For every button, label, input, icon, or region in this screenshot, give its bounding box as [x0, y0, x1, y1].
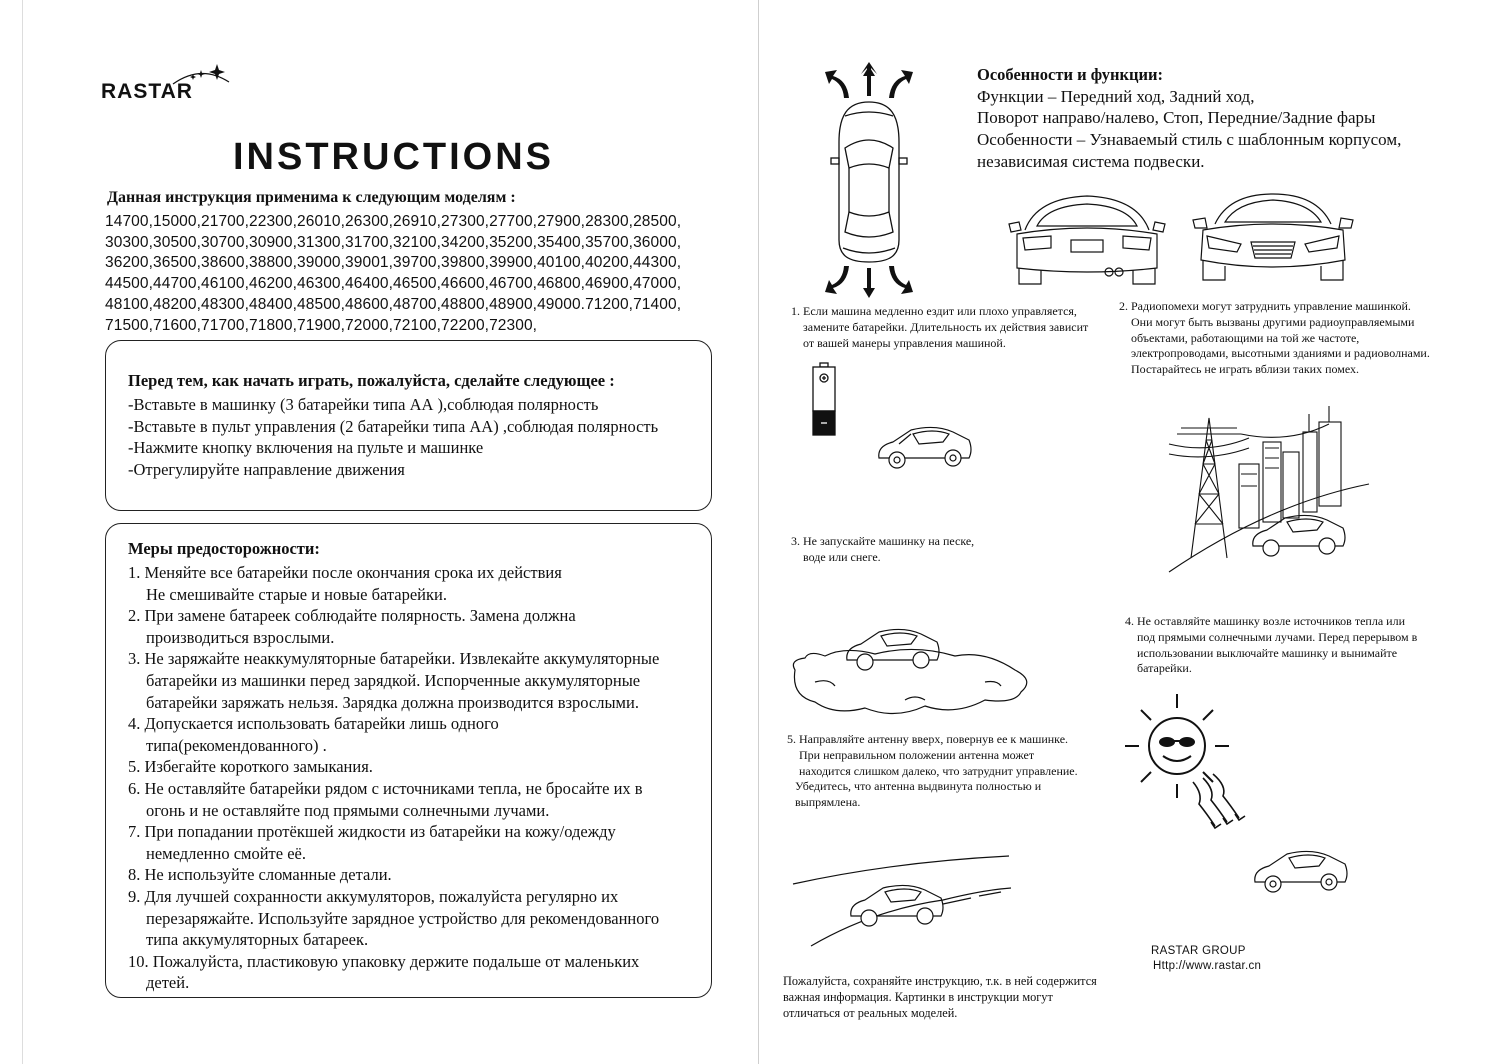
right-page: [758, 0, 1500, 1064]
models-line: 36200,36500,38600,38800,39000,39001,39700,39800,39900,40100,40200,44300,: [105, 254, 682, 272]
road-scene-icon: [793, 850, 1013, 950]
note-line: отличаться от реальных моделей.: [783, 1005, 958, 1020]
note-line: 5. Направляйте антенну вверх, повернув ее к машинке.: [787, 732, 1069, 746]
logo-stars-icon: [171, 62, 231, 86]
features-heading: Особенности и функции:: [977, 65, 1164, 84]
precaution-line: Не смешивайте старые и новые батарейки.: [146, 584, 447, 604]
car-front-view-icon: [1193, 188, 1353, 288]
note-line: использовании выключайте машинку и вынимайте: [1137, 645, 1398, 660]
note-line: от вашей манеры управления машиной.: [803, 335, 1006, 350]
battery-icon: [811, 362, 837, 436]
note-line: выпрямлена.: [795, 795, 861, 810]
precaution-line: батарейки из машинки перед зарядкой. Испорченные аккумуляторные: [146, 670, 641, 690]
precaution-line: 4. Допускается использовать батарейки лишь одного: [128, 714, 499, 734]
note-line: Убедитесь, что антенна выдвинута полностью и: [795, 779, 1042, 794]
power-lines-scene-icon: [1169, 404, 1379, 574]
models-line: 44500,44700,46100,46200,46300,46400,46500,46600,46700,46800,46900,47000,: [105, 275, 682, 293]
water-puddle-scene-icon: [785, 620, 1045, 724]
precaution-line: немедленно смойте её.: [146, 843, 306, 863]
models-line: 71500,71600,71700,71800,71900,72000,72100,72200,72300,: [105, 316, 538, 334]
precaution-item: [128, 886, 691, 951]
before-play-item: -Нажмите кнопку включения на пульте и машинке: [128, 438, 484, 457]
page-title: INSTRUCTIONS: [233, 136, 554, 178]
note-line: 4. Не оставляйте машинку возле источников тепла или: [1125, 614, 1405, 628]
precaution-line: детей.: [146, 973, 190, 993]
note-line: под прямыми солнечными лучами. Перед перерывом в: [1137, 629, 1418, 644]
car-rear-view-icon: [1007, 190, 1167, 290]
precaution-line: производиться взрослыми.: [146, 627, 335, 647]
note-line: батарейки.: [1137, 661, 1192, 676]
models-line: 48100,48200,48300,48400,48500,48600,48700,48800,48900,49000.71200,71400,: [105, 295, 682, 313]
precaution-item: [128, 605, 691, 648]
car-top-view-icon: [819, 62, 929, 302]
precaution-line: типа аккумуляторных батареек.: [146, 930, 369, 950]
precaution-item: [128, 821, 691, 864]
note-line: 3. Не запускайте машинку на песке,: [791, 534, 975, 548]
features-block: [977, 64, 1401, 173]
note-line: Постарайтесь не играть вблизи таких помех.: [1131, 362, 1360, 377]
brand-url: Http://www.rastar.cn: [1153, 960, 1262, 972]
precaution-item: [128, 756, 691, 778]
note-3: [791, 534, 1051, 566]
note-line: объектами, работающими на той же частоте,: [1131, 330, 1360, 345]
precautions-list: [128, 562, 691, 994]
rastar-logo: [101, 62, 231, 112]
note-line: электропроводами, высотными зданиями и радиоволнами.: [1131, 346, 1430, 361]
left-page: [22, 0, 757, 1064]
precaution-item: [128, 778, 691, 821]
precaution-line: типа(рекомендованного) .: [146, 735, 327, 755]
note-line: 1. Если машина медленно ездит или плохо управляется,: [791, 304, 1077, 318]
closing-note: [783, 974, 1123, 1021]
precaution-line: 9. Для лучшей сохранности аккумуляторов, пожалуйста регулярно их: [128, 886, 619, 906]
note-line: При неправильном положении антенна может: [799, 747, 1035, 762]
note-line: воде или снеге.: [803, 549, 881, 564]
precaution-item: [128, 562, 691, 605]
precaution-line: батарейки заряжать нельзя. Зарядка должна производится взрослыми.: [146, 692, 639, 712]
sun-icon: [1123, 690, 1253, 840]
precaution-line: огонь и не оставляйте под прямыми солнечными лучами.: [146, 800, 550, 820]
features-line: независимая система подвески.: [977, 151, 1205, 171]
models-line: 14700,15000,21700,22300,26010,26300,26910,27300,27700,27900,28300,28500,: [105, 213, 682, 230]
note-2: [1119, 299, 1459, 378]
brand-name: RASTAR GROUP: [1151, 945, 1246, 957]
footer-brand: [1151, 944, 1261, 974]
precautions-box: [105, 523, 712, 998]
note-line: Пожалуйста, сохраняйте инструкцию, т.к. в ней содержится: [783, 974, 1097, 988]
precautions-heading: Меры предосторожности:: [128, 539, 320, 558]
precaution-item: [128, 648, 691, 713]
before-play-box: [105, 340, 712, 511]
precaution-line: 10. Пожалуйста, пластиковую упаковку держите подальше от маленьких: [128, 951, 640, 971]
precaution-line: 8. Не используйте сломанные детали.: [128, 865, 392, 885]
applies-heading: Данная инструкция применима к следующим моделям :: [107, 189, 516, 206]
note-line: Они могут быть вызваны другими радиоуправляемыми: [1131, 314, 1415, 329]
features-line: Поворот направо/налево, Стоп, Передние/Задние фары: [977, 108, 1376, 128]
note-line: замените батарейки. Длительность их действия зависит: [803, 319, 1089, 334]
precaution-line: 3. Не заряжайте неаккумуляторные батарейки. Извлекайте аккумуляторные: [128, 649, 660, 669]
models-line: 30300,30500,30700,30900,31300,31700,32100,34200,35200,35400,35700,36000,: [105, 233, 682, 251]
note-line: находится слишком далеко, что затруднит управление.: [799, 763, 1078, 778]
logo-text: RASTAR: [101, 80, 193, 103]
note-line: важная информация. Картинки в инструкции могут: [783, 989, 1053, 1004]
precaution-line: 6. Не оставляйте батарейки рядом с источниками тепла, не бросайте их в: [128, 778, 643, 798]
note-5: [787, 732, 1117, 811]
precaution-item: [128, 951, 691, 994]
car-illustration-icon: [875, 422, 975, 476]
precaution-line: 1. Меняйте все батарейки после окончания срока их действия: [128, 563, 562, 582]
note-4: [1125, 614, 1455, 677]
precaution-line: перезаряжайте. Используйте зарядное устройство для рекомендованного: [146, 908, 660, 928]
models-list: [105, 212, 745, 336]
before-play-item: -Вставьте в пульт управления (2 батарейки типа АА) ,соблюдая полярность: [128, 416, 659, 436]
precaution-line: 5. Избегайте короткого замыкания.: [128, 757, 373, 777]
precaution-item: [128, 713, 691, 756]
before-play-heading: Перед тем, как начать играть, пожалуйста, сделайте следующее :: [128, 371, 615, 390]
precaution-line: 2. При замене батареек соблюдайте полярность. Замена должна: [128, 606, 576, 626]
before-play-item: -Отрегулируйте направление движения: [128, 459, 405, 479]
features-line: Функции – Передний ход, Задний ход,: [977, 86, 1255, 106]
note-1: [791, 304, 1121, 351]
features-line: Особенности – Узнаваемый стиль с шаблонным корпусом,: [977, 130, 1402, 150]
precaution-line: 7. При попадании протёкшей жидкости из батарейки на кожу/одежду: [128, 822, 616, 842]
before-play-item: -Вставьте в машинку (3 батарейки типа АА ),соблюдая полярность: [128, 395, 599, 414]
note-line: 2. Радиопомехи могут затруднить управление машинкой.: [1119, 299, 1411, 313]
car-illustration-icon: [1251, 846, 1351, 900]
precaution-item: [128, 864, 691, 886]
